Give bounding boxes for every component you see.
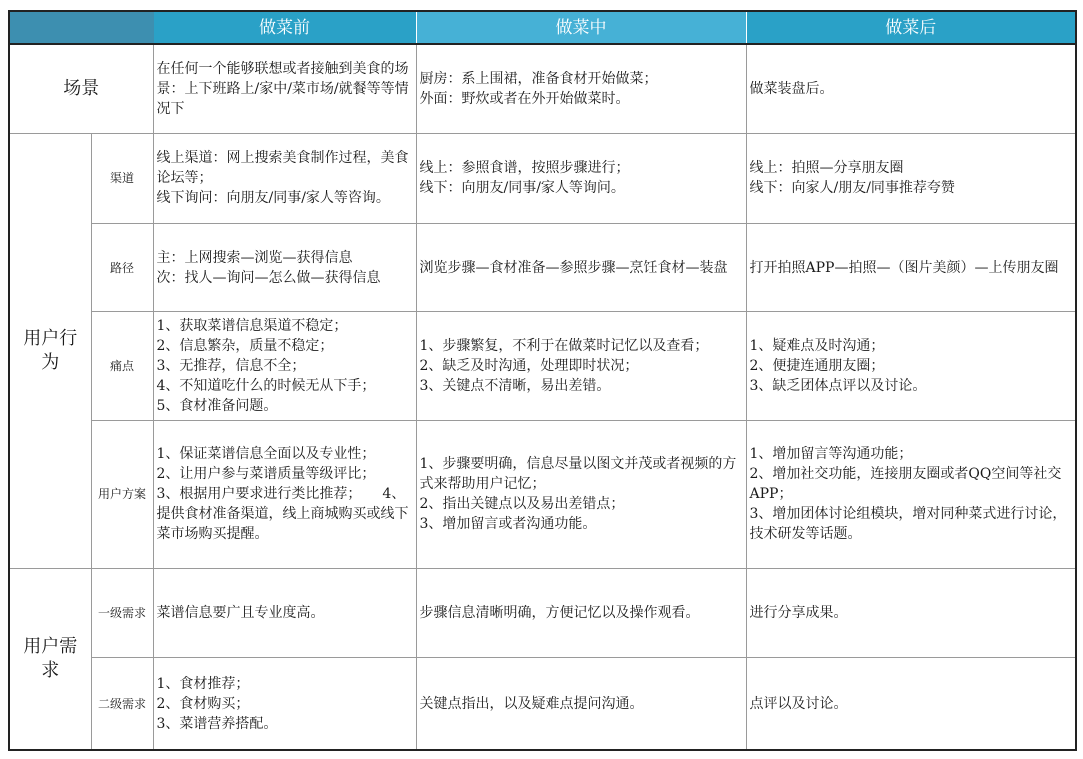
comparison-table	[8, 10, 1077, 751]
level1-before: 菜谱信息要广且专业度高。	[153, 568, 416, 657]
solution-during: 1、步骤要明确，信息尽量以图文并茂或者视频的方式来帮助用户记忆； 2、指出关键点以及易出差错点； 3、增加留言或者沟通功能。	[416, 420, 746, 568]
row-level2	[9, 658, 1076, 750]
header-after-cooking: 做菜后	[746, 11, 1076, 44]
level2-during: 关键点指出，以及疑难点提问沟通。	[416, 658, 746, 750]
channel-after: 线上：拍照—分享朋友圈 线下：向家人/朋友/同事推荐夸赞	[746, 133, 1076, 223]
sub-label-channel: 渠道	[91, 133, 153, 223]
row-label-scene: 场景	[9, 44, 153, 133]
group-label-behavior: 用户行为	[9, 133, 91, 568]
level2-after: 点评以及讨论。	[746, 658, 1076, 750]
scene-before: 在任何一个能够联想或者接触到美食的场景：上下班路上/家中/菜市场/就餐等等情况下	[153, 44, 416, 133]
path-before: 主：上网搜索—浏览—获得信息 次：找人—询问—怎么做—获得信息	[153, 224, 416, 312]
channel-before: 线上渠道：网上搜索美食制作过程，美食论坛等； 线下询问：向朋友/同事/家人等咨询。	[153, 133, 416, 223]
scene-during: 厨房：系上围裙，准备食材开始做菜； 外面：野炊或者在外开始做菜时。	[416, 44, 746, 133]
pain-during: 1、步骤繁复，不利于在做菜时记忆以及查看； 2、缺乏及时沟通，处理即时状况； 3、关键点不清晰，易出差错。	[416, 312, 746, 420]
level1-during: 步骤信息清晰明确，方便记忆以及操作观看。	[416, 568, 746, 657]
row-channel	[9, 133, 1076, 223]
header-blank	[9, 11, 153, 44]
sub-label-pain: 痛点	[91, 312, 153, 420]
solution-before: 1、保证菜谱信息全面以及专业性； 2、让用户参与菜谱质量等级评比； 3、根据用户要求进行类比推荐； 4、提供食材准备渠道，线上商城购买或线下菜市场购买提醒。	[153, 420, 416, 568]
row-path	[9, 224, 1076, 312]
level2-before: 1、食材推荐； 2、食材购买； 3、菜谱营养搭配。	[153, 658, 416, 750]
header-during-cooking: 做菜中	[416, 11, 746, 44]
sub-label-solution: 用户方案	[91, 420, 153, 568]
solution-after: 1、增加留言等沟通功能； 2、增加社交功能，连接朋友圈或者QQ空间等社交APP； 3、增加团体讨论组模块，增对同种菜式进行讨论，技术研发等话题。	[746, 420, 1076, 568]
row-scene	[9, 44, 1076, 133]
row-level1	[9, 568, 1076, 657]
sub-label-level2: 二级需求	[91, 658, 153, 750]
pain-before: 1、获取菜谱信息渠道不稳定； 2、信息繁杂，质量不稳定； 3、无推荐，信息不全； 4、不知道吃什么的时候无从下手； 5、食材准备问题。	[153, 312, 416, 420]
group-label-needs: 用户需求	[9, 568, 91, 750]
scene-after: 做菜装盘后。	[746, 44, 1076, 133]
sub-label-path: 路径	[91, 224, 153, 312]
path-during: 浏览步骤—食材准备—参照步骤—烹饪食材—装盘	[416, 224, 746, 312]
level1-after: 进行分享成果。	[746, 568, 1076, 657]
row-solution	[9, 420, 1076, 568]
header-before-cooking: 做菜前	[153, 11, 416, 44]
sub-label-level1: 一级需求	[91, 568, 153, 657]
channel-during: 线上：参照食谱，按照步骤进行； 线下：向朋友/同事/家人等询问。	[416, 133, 746, 223]
path-after: 打开拍照APP—拍照—（图片美颜）—上传朋友圈	[746, 224, 1076, 312]
header-row	[9, 11, 1076, 44]
row-pain	[9, 312, 1076, 420]
pain-after: 1、疑难点及时沟通； 2、便捷连通朋友圈； 3、缺乏团体点评以及讨论。	[746, 312, 1076, 420]
